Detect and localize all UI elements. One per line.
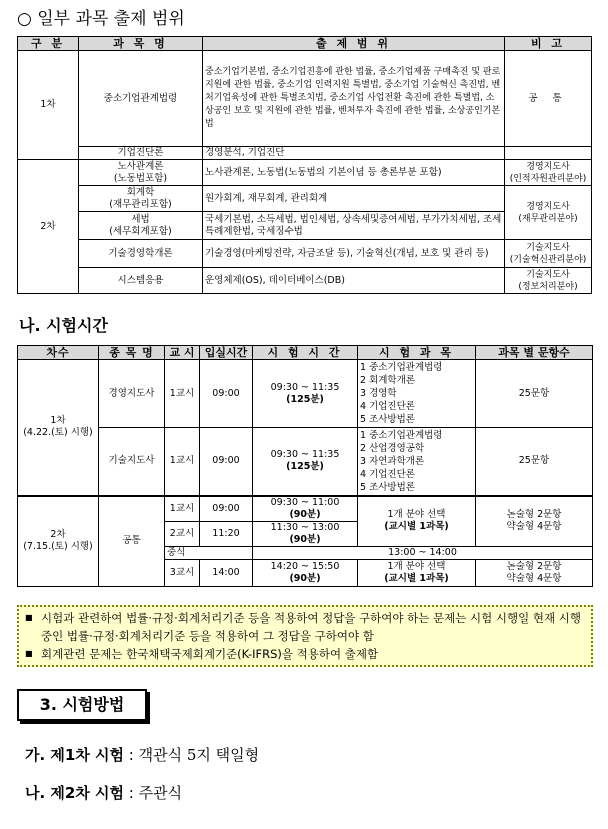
count-cell: [476, 559, 593, 586]
time-duration: (125분): [286, 461, 324, 473]
method-line-2: [25, 782, 182, 803]
method-line-1: [25, 744, 259, 765]
time-range: 09:30 ~ 11:35: [270, 381, 340, 393]
scope-cell: 경영분석, 기업진단: [203, 147, 505, 160]
method2-value: 주관식: [138, 784, 183, 802]
header-subjects: 시 험 과 목: [358, 346, 476, 360]
group-round2: 2차: [18, 160, 79, 294]
subject-cell: 기업진단론: [79, 147, 203, 160]
time-cell: [253, 360, 358, 428]
note-cell: [505, 147, 592, 160]
header-note: 비 고: [505, 37, 592, 51]
count-essay: 논술형 2문항: [506, 560, 562, 572]
note-item: ■ 회계관련 문제는 한국채택국제회계기준(K-IFRS)을 적용하여 출제함: [41, 645, 585, 663]
header-division: 구 분: [18, 37, 79, 51]
note-cell: 경영지도사 (인적자원관리분야): [505, 160, 592, 186]
header-time: 시 험 시 간: [253, 346, 358, 360]
entry-cell: 09:00: [200, 428, 253, 496]
lunch-label: 중식: [165, 546, 253, 559]
header-round: 차수: [18, 346, 99, 360]
period-cell: 1교시: [165, 360, 200, 428]
entry-cell: 14:00: [200, 559, 253, 586]
scope-cell: 운영체제(OS), 데이터베이스(DB): [203, 268, 505, 294]
scope-cell: 원가회계, 재무회계, 관리회계: [203, 186, 505, 212]
section1-title: ○ 일부 과목 출제 범위: [17, 9, 185, 29]
time-cell: [253, 496, 358, 522]
subject-item: 1 중소기업관계법령: [360, 429, 443, 441]
time-cell: [253, 559, 358, 586]
round1-cell: [18, 360, 99, 496]
count-short: 약술형 4문항: [506, 521, 562, 532]
time-duration: (125분): [286, 393, 324, 405]
header-field: 종 목 명: [99, 346, 165, 360]
subject-cell: 시스템응용: [79, 268, 203, 294]
scope-cell: 국세기본법, 소득세법, 법인세법, 상속세및증여세법, 부가가치세법, 조세특례제한법, 국세징수법: [203, 212, 505, 240]
subject-item: 4 기업진단론: [360, 401, 415, 412]
count-cell: 25문항: [476, 360, 593, 428]
scope-cell: 중소기업기본법, 중소기업진흥에 관한 법률, 중소기업제품 구매촉진 및 판로지원에 관한 법률, 중소기업 인력지원 특별법, 중소기업 기술혁신 촉진법, 벤처기업육성에 관한 특별조치법, 중소기업 사업전환 촉진에 관한 특별법, 소상공인 보호 및 지원에 관한 법률, 벤처투자 촉진에 관한 법률, 소상공인기본법: [203, 51, 505, 147]
time-duration: (90분): [289, 508, 321, 520]
note-item: ■ 시험과 관련하여 법률·규정·회계처리기준 등을 적용하여 정답을 구하여야 하는 문제는 시험 시행일 현재 시행 중인 법률·규정·회계처리기준 등을 적용하여 그 정답을 구하여야 함: [41, 609, 585, 645]
time-cell: [253, 428, 358, 496]
period-cell: 1교시: [165, 428, 200, 496]
time-range: 11:30 ~ 13:00: [270, 521, 340, 533]
time-duration: (90분): [289, 572, 321, 584]
entry-cell: 11:20: [200, 521, 253, 546]
method2-sep: :: [124, 784, 139, 802]
count-cell: 25문항: [476, 428, 593, 496]
scope-table: [17, 36, 592, 294]
field-cell: 경영지도사: [99, 360, 165, 428]
lunch-time: 13:00 ~ 14:00: [253, 546, 593, 559]
entry-cell: 09:00: [200, 496, 253, 522]
subject-choice-note: (교시별 1과목): [384, 572, 449, 584]
round1-label: 1차: [50, 415, 66, 427]
section3-title: 3. 시험방법: [17, 689, 147, 721]
subject-choice: 1개 분야 선택: [387, 560, 446, 572]
period-cell: 1교시: [165, 496, 200, 522]
header-period: 교 시: [165, 346, 200, 360]
header-count: 과목 별 문항수: [476, 346, 593, 360]
subject-item: 2 회계학개론: [360, 375, 415, 386]
time-duration: (90분): [289, 533, 321, 545]
subjects-cell: [358, 559, 476, 586]
subject-item: 1 중소기업관계법령: [360, 362, 443, 373]
notes-box: [17, 605, 593, 667]
subject-item: 3 경영학: [360, 388, 397, 399]
note-cell: 기술지도사 (정보처리분야): [505, 268, 592, 294]
round2-cell: [18, 496, 99, 587]
subject-item: 5 조사방법론: [360, 414, 415, 425]
time-range: 09:30 ~ 11:35: [270, 449, 340, 461]
period-cell: 3교시: [165, 559, 200, 586]
subject-cell: 세법 (세무회계포함): [79, 212, 203, 240]
subject-choice-note: (교시별 1과목): [384, 521, 449, 532]
scope-cell: 기술경영(마케팅전략, 자금조달 등), 기술혁신(개념, 보호 및 관리 등): [203, 240, 505, 268]
entry-cell: 09:00: [200, 360, 253, 428]
method1-label: 가. 제1차 시험: [25, 746, 125, 764]
group-round1: 1차: [18, 51, 79, 160]
subject-item: 5 조사방법론: [360, 481, 415, 493]
section2-title: 나. 시험시간: [19, 316, 108, 335]
period-cell: 2교시: [165, 521, 200, 546]
count-short: 약술형 4문항: [506, 572, 562, 584]
field-cell: 기술지도사: [99, 428, 165, 496]
time-range: 14:20 ~ 15:50: [270, 560, 340, 572]
note-cell: 경영지도사 (재무관리분야): [505, 186, 592, 240]
count-cell: [476, 496, 593, 547]
note-cell: 공 통: [505, 51, 592, 147]
round1-date: (4.22.(토) 시행): [23, 427, 93, 439]
header-subject: 과 목 명: [79, 37, 203, 51]
subjects-cell: [358, 428, 476, 496]
method1-value: 객관식 5지 택일형: [138, 746, 260, 764]
subject-cell: 노사관계론 (노동법포함): [79, 160, 203, 186]
round2-label: 2차: [50, 529, 66, 540]
count-essay: 논술형 2문항: [506, 509, 562, 520]
header-entry: 입실시간: [200, 346, 253, 360]
subject-item: 4 기업진단론: [360, 468, 415, 480]
notes-list: [19, 609, 591, 663]
scope-cell: 노사관계론, 노동법(노동법의 기본이념 등 총론부분 포함): [203, 160, 505, 186]
time-range: 09:30 ~ 11:00: [270, 496, 340, 508]
field-cell: 공통: [99, 496, 165, 587]
subject-cell: 중소기업관계법령: [79, 51, 203, 147]
subject-item: 3 자연과학개론: [360, 455, 425, 467]
subject-cell: 회계학 (재무관리포함): [79, 186, 203, 212]
subjects-cell: [358, 360, 476, 428]
note-cell: 기술지도사 (기술혁신관리분야): [505, 240, 592, 268]
subject-choice: 1개 분야 선택: [387, 509, 446, 520]
time-cell: [253, 521, 358, 546]
subject-item: 2 산업경영공학: [360, 442, 425, 454]
subject-cell: 기술경영학개론: [79, 240, 203, 268]
method1-sep: :: [124, 746, 139, 764]
method2-label: 나. 제2차 시험: [25, 784, 125, 802]
header-scope: 출 제 범 위: [203, 37, 505, 51]
round2-date: (7.15.(토) 시행): [23, 541, 93, 552]
subjects-cell: [358, 496, 476, 547]
schedule-table: [17, 345, 593, 587]
